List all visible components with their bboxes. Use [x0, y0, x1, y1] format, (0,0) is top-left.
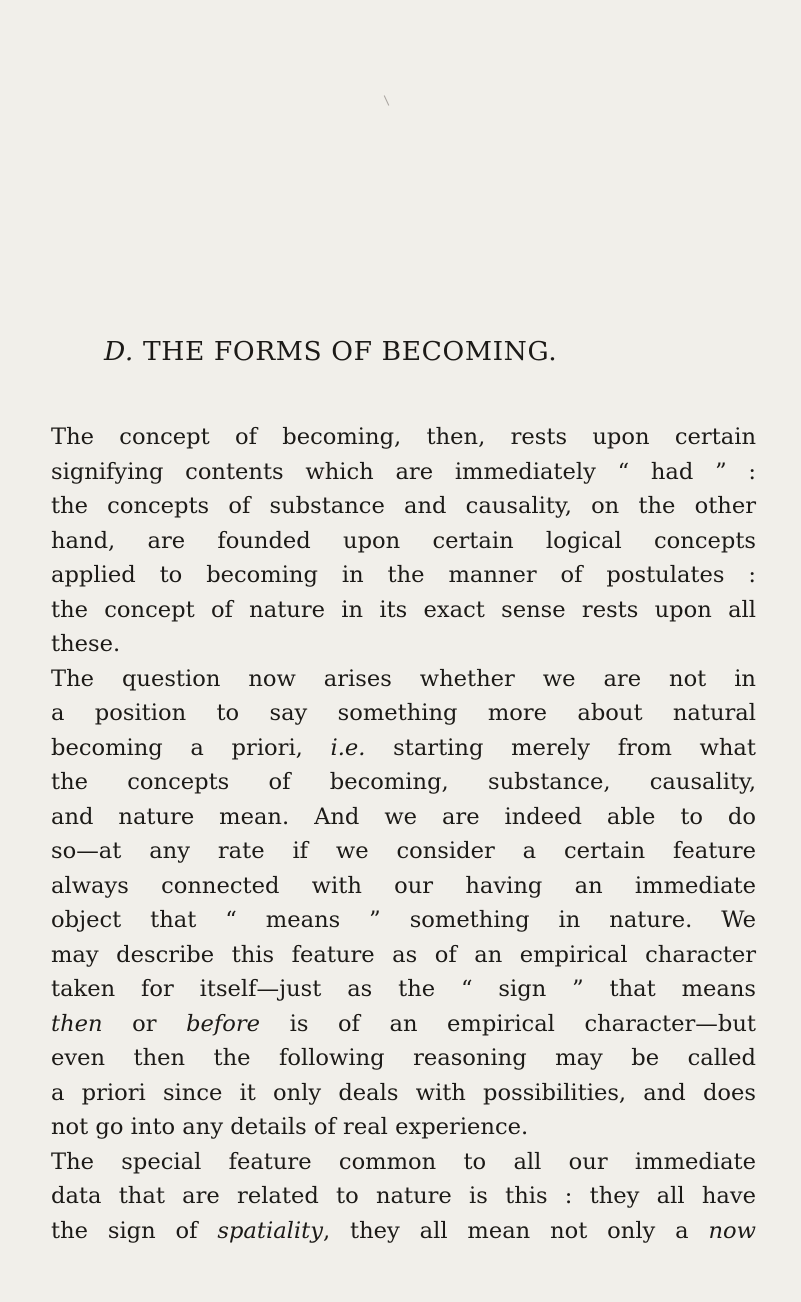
text-line [51, 972, 756, 1007]
text-line [51, 489, 756, 524]
text-segment: becoming a priori, [51, 734, 331, 761]
text-segment: hand, are founded upon certain logical concepts [51, 527, 756, 554]
section-letter: D. [104, 336, 134, 367]
text-segment: the sign of [51, 1217, 218, 1244]
text-segment: applied to becoming in the manner of postulates : [51, 562, 756, 588]
text-segment: the concepts of becoming, substance, causality, [51, 769, 756, 795]
text-line [51, 731, 756, 766]
text-line [51, 800, 756, 835]
body-text [51, 420, 756, 1248]
text-segment: a priori since it only deals with possibilities, and does [51, 1079, 756, 1106]
text-line [51, 869, 756, 904]
pencil-mark [384, 95, 390, 105]
text-segment: , they all mean not only a [322, 1217, 709, 1244]
section-title: THE FORMS OF BECOMING. [142, 336, 558, 367]
text-line [51, 834, 756, 869]
text-line [51, 938, 756, 973]
text-line [51, 765, 756, 800]
text-line [51, 1007, 756, 1042]
text-line [51, 1214, 756, 1249]
text-line [51, 1076, 756, 1111]
text-segment: The special feature common to all our immediate [51, 1148, 756, 1175]
text-segment: the concept of nature in its exact sense rests upon all [51, 596, 756, 623]
text-line [51, 903, 756, 938]
text-segment: the concepts of substance and causality, on the other [51, 493, 756, 519]
italic-text: then [51, 1010, 103, 1037]
italic-text: now [708, 1217, 756, 1244]
text-line [51, 662, 756, 697]
text-line [51, 1110, 756, 1145]
text-segment: object that “ means ” something in nature. We [51, 907, 756, 933]
text-segment: a position to say something more about natural [51, 700, 756, 726]
text-segment: may describe this feature as of an empirical character [51, 941, 756, 968]
text-line [51, 420, 756, 455]
text-line [51, 627, 756, 662]
section-heading [104, 336, 744, 367]
text-segment: always connected with our having an immediate [51, 872, 756, 899]
text-segment: these. [51, 631, 121, 657]
text-segment: signifying contents which are immediately “ had ” : [51, 458, 756, 485]
italic-text: before [186, 1010, 261, 1037]
text-segment: not go into any details of real experience. [51, 1114, 529, 1140]
text-segment: The question now arises whether we are not in [51, 665, 756, 692]
text-line [51, 558, 756, 593]
italic-text: spatiality [217, 1217, 323, 1244]
text-line [51, 1179, 756, 1214]
text-line [51, 455, 756, 490]
italic-text: i.e. [330, 734, 366, 761]
text-segment: is of an empirical character—but [260, 1010, 756, 1037]
text-line [51, 1145, 756, 1180]
text-segment: and nature mean. And we are indeed able to do [51, 803, 756, 830]
text-segment: so—at any rate if we consider a certain feature [51, 838, 756, 864]
text-line [51, 696, 756, 731]
text-segment: The concept of becoming, then, rests upon certain [51, 424, 756, 450]
text-segment: starting merely from what [365, 734, 756, 761]
text-line [51, 593, 756, 628]
text-segment: even then the following reasoning may be called [51, 1045, 756, 1071]
text-segment: taken for itself—just as the “ sign ” that means [51, 976, 756, 1002]
text-segment: or [102, 1010, 187, 1037]
text-line [51, 1041, 756, 1076]
text-segment: data that are related to nature is this : they all have [51, 1183, 756, 1209]
text-line [51, 524, 756, 559]
